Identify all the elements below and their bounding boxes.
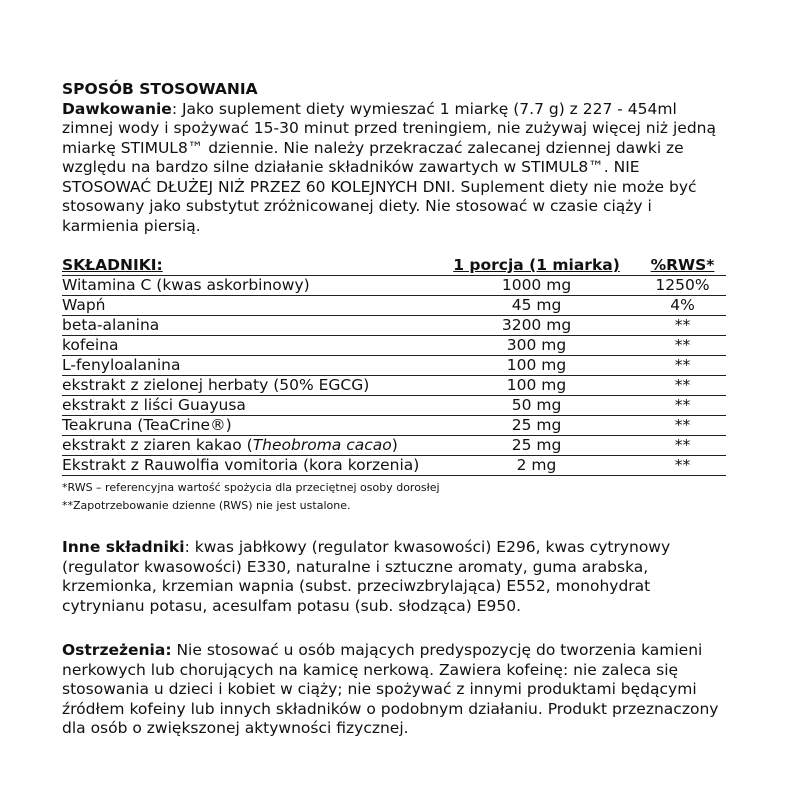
- document: [62, 80, 732, 739]
- ingredient-name: kofeina: [62, 336, 119, 354]
- ingredients-table: [62, 256, 726, 476]
- ingredient-amount: 1000 mg: [501, 276, 572, 294]
- ingredient-amount: 300 mg: [506, 336, 567, 354]
- ingredient-amount: 3200 mg: [501, 316, 572, 334]
- ingredient-name: Ekstrakt z Rauwolfia vomitoria (kora korzenia): [62, 456, 420, 474]
- footnote-rws: *RWS – referencyjna wartość spożycia dla przeciętnej osoby dorosłej: [62, 481, 440, 494]
- ingredient-rws: **: [674, 316, 691, 334]
- ingredient-rws: 4%: [670, 296, 695, 314]
- dosage-text: : Jako suplement diety wymieszać 1 miarkę (7.7 g) z 227 - 454ml zimnej wody i spożywać 15-30 minut przed treningiem, nie zużywaj więcej niż jedną miarkę STIMUL8™ dziennie. Nie należy przekraczać zalecanej dziennej dawki ze względu na bardzo silne działanie składników zawartych w STIMUL8™. NIE STOSOWAĆ DŁUŻEJ NIŻ PRZEZ 60 KOLEJNYCH DNI. Suplement diety nie może być stosowany jako substytut zróżnicowanej diety. Nie stosować w czasie ciąży i karmienia piersią.: [62, 99, 716, 235]
- ingredient-name: ekstrakt z ziaren kakao (Theobroma cacao): [62, 436, 398, 454]
- footnote-requirement: **Zapotrzebowanie dzienne (RWS) nie jest ustalone.: [62, 499, 351, 512]
- ingredient-amount: 25 mg: [511, 416, 562, 434]
- table-row: [62, 276, 726, 296]
- table-header: [62, 256, 726, 276]
- table-row: [62, 436, 726, 456]
- header-rws: %RWS*: [650, 256, 715, 274]
- other-ingredients-paragraph: [62, 538, 732, 616]
- ingredient-rws: 1250%: [655, 276, 710, 294]
- dosage-paragraph: [62, 100, 732, 237]
- ingredient-amount: 100 mg: [506, 356, 567, 374]
- ingredient-name: ekstrakt z zielonej herbaty (50% EGCG): [62, 376, 370, 394]
- ingredient-rws: **: [674, 376, 691, 394]
- table-row: [62, 376, 726, 396]
- table-row: [62, 316, 726, 336]
- warnings-label: Ostrzeżenia:: [62, 641, 172, 659]
- table-row: [62, 296, 726, 316]
- warnings-text: Nie stosować u osób mających predyspozycję do tworzenia kamieni nerkowych lub chorujących na kamicę nerkową. Zawiera kofeinę: nie zaleca się stosowania u dzieci i kobiet w ciąży; nie spożywać z innymi produktami będącymi źródłem kofeiny lub innych składników o podobnym działaniu. Produkt przeznaczony dla osób o zwiększonej aktywności fizycznej.: [62, 641, 719, 737]
- table-row: [62, 396, 726, 416]
- dosage-label: Dawkowanie: [62, 99, 172, 118]
- header-portion: 1 porcja (1 miarka): [453, 256, 620, 274]
- ingredient-rws: **: [674, 436, 691, 454]
- ingredient-name: Witamina C (kwas askorbinowy): [62, 276, 310, 294]
- ingredient-amount: 100 mg: [506, 376, 567, 394]
- other-ingredients-label: Inne składniki: [62, 538, 185, 556]
- warnings-paragraph: [62, 641, 732, 739]
- other-ingredients-text: : kwas jabłkowy (regulator kwasowości) E296, kwas cytrynowy (regulator kwasowości) E330, naturalne i sztuczne aromaty, guma arabska, krzemionka, krzemian wapnia (subst. przeciwzbrylająca) E552, monohydrat cytrynianu potasu, acesulfam potasu (sub. słodząca) E950.: [62, 538, 671, 615]
- ingredient-rws: **: [674, 336, 691, 354]
- page-title: SPOSÓB STOSOWANIA: [62, 80, 258, 98]
- table-row: [62, 356, 726, 376]
- ingredient-name: Wapń: [62, 296, 106, 314]
- header-ingredients: SKŁADNIKI:: [62, 256, 163, 274]
- table-row: [62, 416, 726, 436]
- ingredient-name: Teakruna (TeaCrine®): [62, 416, 232, 434]
- ingredient-amount: 50 mg: [511, 396, 562, 414]
- table-row: [62, 336, 726, 356]
- ingredient-rws: **: [674, 416, 691, 434]
- table-row: [62, 456, 726, 476]
- ingredient-rws: **: [674, 396, 691, 414]
- ingredient-name: ekstrakt z liści Guayusa: [62, 396, 246, 414]
- ingredient-rws: **: [674, 456, 691, 474]
- ingredient-amount: 2 mg: [516, 456, 557, 474]
- ingredient-amount: 25 mg: [511, 436, 562, 454]
- ingredient-rws: **: [674, 356, 691, 374]
- ingredient-amount: 45 mg: [511, 296, 562, 314]
- latin-name: Theobroma cacao: [252, 436, 392, 454]
- ingredient-name: beta-alanina: [62, 316, 160, 334]
- ingredient-name: L-fenyloalanina: [62, 356, 181, 374]
